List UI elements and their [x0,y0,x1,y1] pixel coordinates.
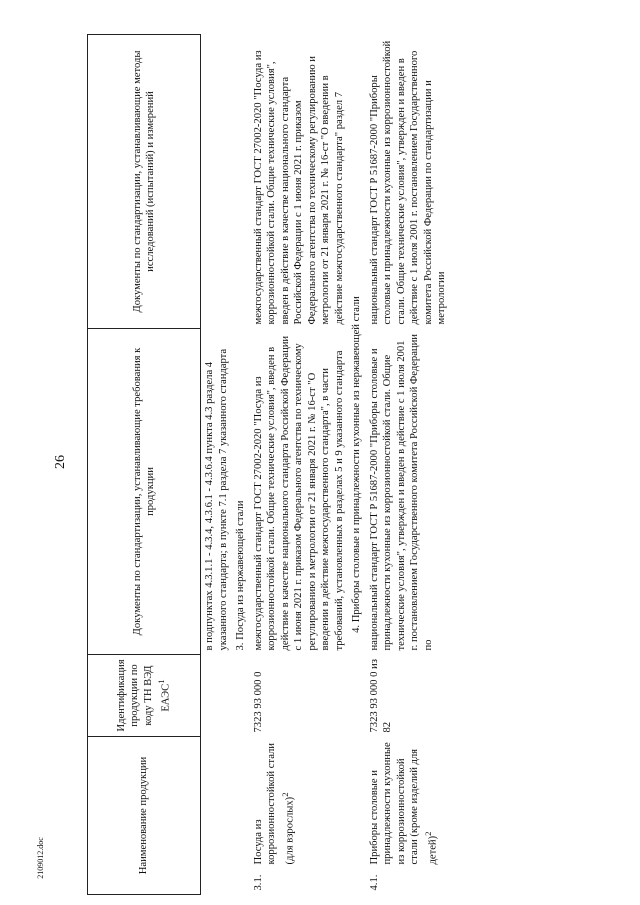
table-header-row [88,35,201,895]
standards-table [87,34,451,895]
continuation-text: в подпунктах 4.3.1.1 - 4.3.4, 4.3.6.1 - 4.3.6.4 пункта 4.3 раздела 4 указанного стандарта; в пункте 7.1 раздела 7 указанного стандарта [204,348,229,651]
header-product-name: Наименование продукции [88,737,201,895]
item-4-1-row [366,35,451,895]
item-4-1-name-cell [366,737,451,895]
header-product-code: Идентификация продукции по коду ТН ВЭД ЕАЭС$^1$ [88,655,201,737]
item-number: 4.1. [368,874,380,891]
item-3-1-methods: межгосударственный стандарт ГОСТ 27002-2020 "Посуда из коррозионностойкой стали. Общие технические условия", введен в действие в качестве национального стандарта Российской Федерации с 1 июня 2021 г. приказом Федерального агентства по техническому регулированию и метрологии от 21 января 2021 г. № 16-ст "О введении в действие межгосударственного стандарта" раздел 7 [252,50,345,325]
section-3-row [232,35,250,895]
section-4-title: 4. Приборы столовые и принадлежности кухонные из нержавеющей стали [351,296,362,633]
continuation-row [201,35,233,895]
item-3-1-row [250,35,349,895]
page-number: 26 [53,455,68,469]
item-number: 3.1. [252,874,264,891]
item-name: Посуда из коррозионностойкой стали (для взрослых)$^2$ [252,743,296,865]
item-4-1-requirements: национальный стандарт ГОСТ Р 51687-2000 "Приборы столовые и принадлежности кухонные из коррозионностойкой стали. Общие технические условия", утвержден и введен в действие с 1 июля 2001 г. постановлением Государственного комитета Российской Федерации по [368,334,434,651]
item-name: Приборы столовые и принадлежности кухонные из коррозионностойкой стали (кроме изделий для детей)$^2$ [368,742,439,865]
item-3-1-requirements: межгосударственный стандарт ГОСТ 27002-2020 "Посуда из коррозионностойкой стали. Общие технические условия", введен в действие в качестве национального стандарта Российской Федерации с 1 июня 2021 г. приказом Федерального агентства по техническому регулированию и метрологии от 21 января 2021 г. № 16-ст "О введении в действие межгосударственного стандарта", в части требований, установленных в разделах 5 и 9 указанного стандарта [252,335,345,651]
header-method-docs: Документы по стандартизации, устанавливающие методы исследований (испытаний) и измерений [88,35,201,329]
section-3-title: 3. Посуда из нержавеющей стали [235,500,246,651]
item-3-1-name-cell [250,737,349,895]
header-requirement-docs: Документы по стандартизации, устанавливающие требования к продукции [88,329,201,655]
section-4-row [348,35,366,895]
item-3-1-code: 7323 93 000 0 [252,671,264,733]
document-code: 2109012.doc [36,837,45,879]
item-4-1-methods: национальный стандарт ГОСТ Р 51687-2000 "Приборы столовые и принадлежности кухонные из коррозионностойкой стали. Общие технические условия", утвержден и введен в действие с 1 июля 2001 г. постановлением Государственного комитета Российской Федерации по стандартизации и метрологии [368,40,447,325]
rotated-sheet [87,35,605,895]
item-4-1-code: 7323 93 000 0 из 82 [368,659,393,733]
